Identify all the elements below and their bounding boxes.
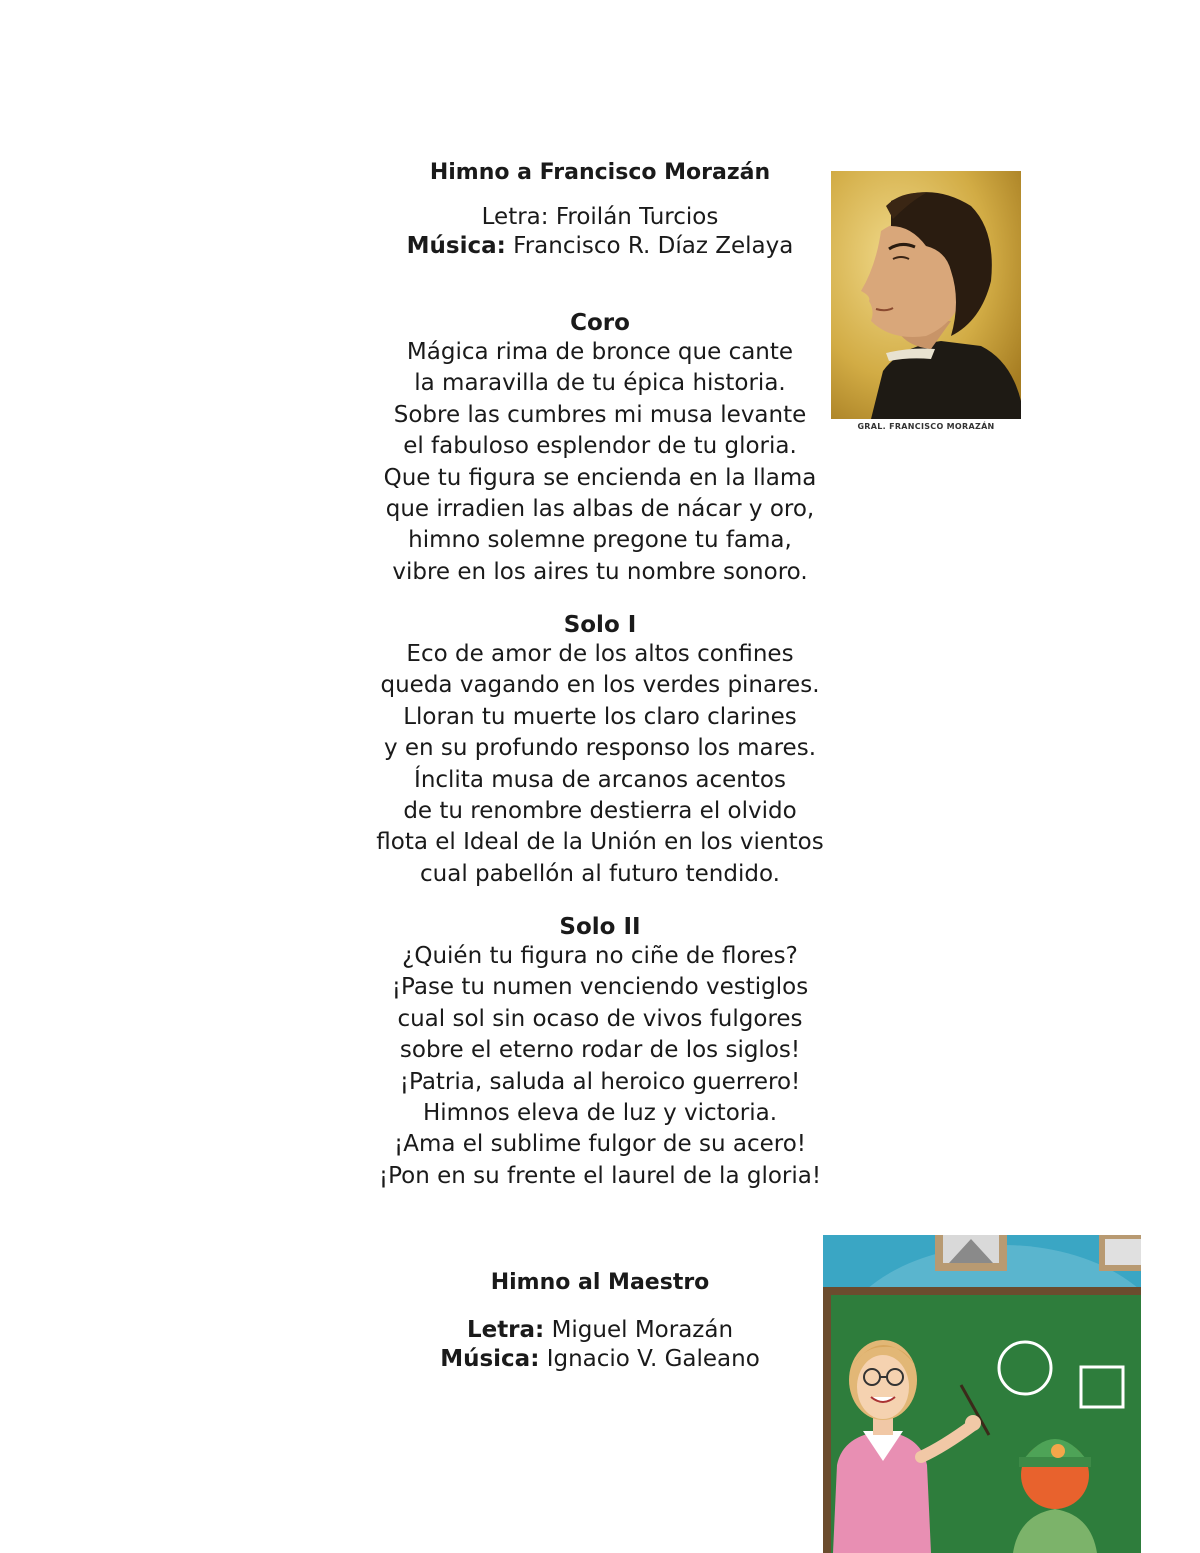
verse-lines	[360, 639, 840, 890]
section-heading: Solo I	[563, 612, 637, 638]
verse-line: Sobre las cumbres mi musa levante	[393, 401, 807, 428]
verse-line: la maravilla de tu épica historia.	[414, 370, 786, 397]
morazan-portrait-illustration	[831, 171, 1021, 419]
verse-line: Himnos eleva de luz y victoria.	[422, 1100, 778, 1127]
hymn2-lyrics-value: Miguel Morazán	[551, 1317, 734, 1343]
classroom-scene	[823, 1235, 1141, 1553]
section-coro	[360, 310, 840, 588]
verse-line: Mágica rima de bronce que cante	[406, 339, 794, 365]
hymn2-title: Himno al Maestro	[490, 1270, 710, 1295]
verse-line: ¡Pase tu numen venciendo vestiglos	[391, 974, 809, 1001]
section-heading: Solo II	[559, 914, 641, 940]
section-solo-2	[360, 914, 840, 1192]
verse-line: y en su profundo responso los mares.	[383, 735, 817, 762]
verse-line: cual pabellón al futuro tendido.	[420, 860, 780, 887]
verse-line: Lloran tu muerte los claro clarines	[403, 703, 797, 730]
verse-line: Ínclita musa de arcanos acentos	[414, 766, 786, 793]
verse-line: ¡Pon en su frente el laurel de la gloria!	[378, 1162, 822, 1189]
portrait-caption: GRAL. FRANCISCO MORAZÁN	[857, 422, 995, 431]
verse-lines	[360, 941, 840, 1192]
verse-lines	[360, 337, 840, 588]
verse-line: himno solemne pregone tu fama,	[408, 527, 792, 554]
hymn2-music-credit	[360, 1345, 840, 1374]
hymn1-title: Himno a Francisco Morazán	[429, 160, 771, 185]
verse-line: ¡Ama el sublime fulgor de su acero!	[394, 1131, 806, 1158]
verse-line: Que tu figura se encienda en la llama	[383, 464, 817, 491]
section-solo-1	[360, 612, 840, 890]
hymn1-music-value: Francisco R. Díaz Zelaya	[513, 233, 794, 259]
verse-line: queda vagando en los verdes pinares.	[380, 672, 820, 699]
hymn1-music-label: Música:	[406, 233, 506, 259]
hymn2-lyrics-label: Letra:	[466, 1317, 545, 1343]
hymn2-music-label: Música:	[440, 1346, 540, 1372]
verse-line: flota el Ideal de la Unión en los vientos	[376, 829, 824, 856]
verse-line: sobre el eterno rodar de los siglos!	[399, 1037, 801, 1064]
hymn1-credits	[360, 203, 840, 261]
verse-line: de tu renombre destierra el olvido	[403, 798, 797, 825]
verse-line: el fabuloso esplendor de tu gloria.	[403, 433, 797, 460]
hymn2-lyrics-credit	[360, 1316, 840, 1345]
verse-line: Eco de amor de los altos confines	[406, 641, 794, 667]
verse-line: cual sol sin ocaso de vivos fulgores	[397, 1005, 803, 1032]
verse-line: ¡Patria, saluda al heroico guerrero!	[399, 1068, 801, 1095]
hymn2-credits	[360, 1316, 840, 1374]
verse-line: que irradien las albas de nácar y oro,	[385, 496, 815, 523]
hymn1-music-credit	[360, 232, 840, 261]
verse-line: vibre en los aires tu nombre sonoro.	[392, 558, 808, 585]
hymn2-music-value: Ignacio V. Galeano	[546, 1346, 760, 1372]
section-heading: Coro	[570, 310, 630, 336]
verse-line: ¿Quién tu figura no ciñe de flores?	[402, 943, 798, 969]
hymn1-lyrics-credit: Letra: Froilán Turcios	[481, 204, 719, 230]
morazan-portrait	[831, 171, 1021, 419]
teacher-classroom-illustration	[823, 1235, 1141, 1553]
